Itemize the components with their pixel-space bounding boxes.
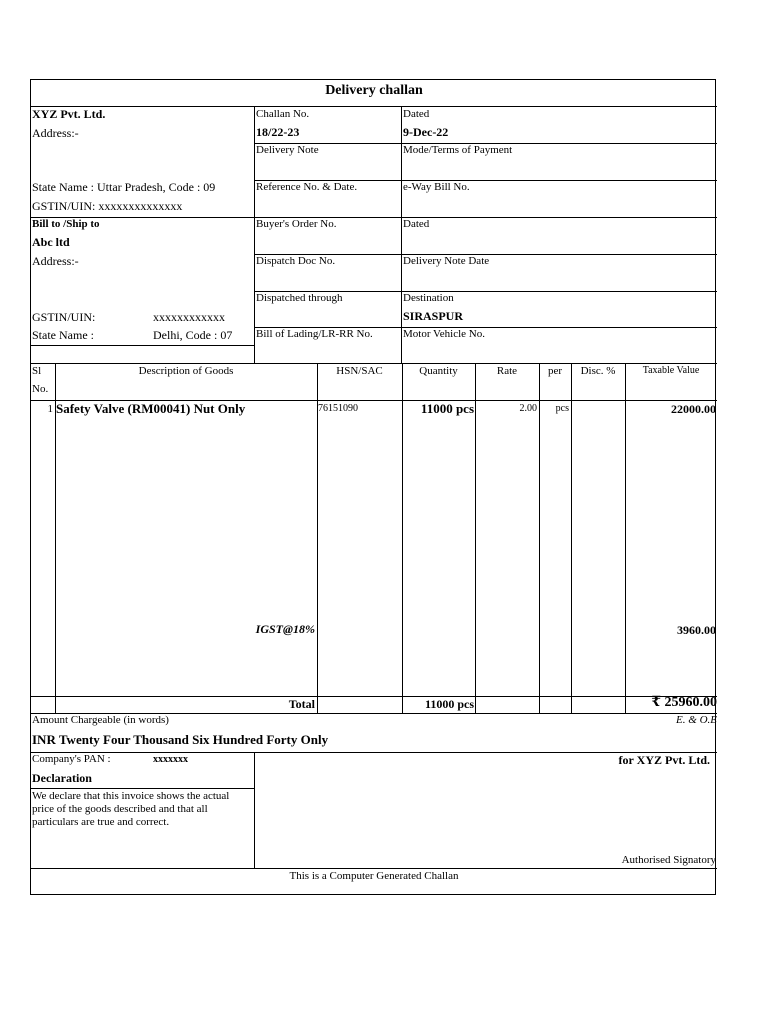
col-header-per: per xyxy=(547,365,563,377)
rule xyxy=(571,363,572,713)
seller-name: XYZ Pvt. Ltd. xyxy=(32,107,106,121)
document-title: Delivery challan xyxy=(325,83,423,98)
amount-words-label: Amount Chargeable (in words) xyxy=(32,714,169,726)
pan-label: Company's PAN : xyxy=(32,753,111,765)
total-amount: ₹ 25960.00 xyxy=(651,695,717,710)
col-header-no: No. xyxy=(32,383,49,395)
row-description: Safety Valve (RM00041) Nut Only xyxy=(56,401,246,416)
for-company: for XYZ Pvt. Ltd. xyxy=(618,753,710,767)
bill-to-label: Bill to /Ship to xyxy=(32,218,100,230)
tax-label: IGST@18% xyxy=(255,622,315,636)
challan-no-value: 18/22-23 xyxy=(256,125,300,139)
total-quantity: 11000 pcs xyxy=(424,697,474,711)
row-rate: 2.00 xyxy=(519,403,537,414)
rule xyxy=(625,363,626,713)
authorised-signatory: Authorised Signatory xyxy=(621,854,716,866)
seller-address-label: Address:- xyxy=(32,126,79,140)
col-header-description: Description of Goods xyxy=(138,365,234,377)
mode-terms-label: Mode/Terms of Payment xyxy=(403,144,513,156)
col-header-disc: Disc. % xyxy=(580,365,616,377)
rule xyxy=(254,106,255,363)
rule xyxy=(317,363,318,713)
declaration-line-3: particulars are true and correct. xyxy=(32,816,170,828)
reference-label: Reference No. & Date. xyxy=(256,181,358,193)
row-hsn: 76151090 xyxy=(318,403,358,414)
eoe-note: E. & O.E xyxy=(676,714,717,726)
dated-value: 9-Dec-22 xyxy=(403,125,449,139)
rule xyxy=(254,752,255,868)
dated2-label: Dated xyxy=(403,218,430,230)
tax-value: 3960.00 xyxy=(677,623,716,637)
dated-label: Dated xyxy=(403,108,430,120)
declaration-line-1: We declare that this invoice shows the actual xyxy=(32,790,230,802)
rule xyxy=(401,106,402,363)
seller-state-line: State Name : Uttar Pradesh, Code : 09 xyxy=(32,180,216,194)
total-label: Total xyxy=(288,697,315,711)
col-header-rate: Rate xyxy=(496,365,518,377)
rule xyxy=(31,345,254,346)
pan-value: xxxxxxx xyxy=(153,754,188,765)
buyer-state-value: Delhi, Code : 07 xyxy=(153,328,233,342)
row-quantity: 11000 pcs xyxy=(420,401,474,416)
col-header-hsn: HSN/SAC xyxy=(336,365,383,377)
rule xyxy=(31,752,717,753)
destination-value: SIRASPUR xyxy=(403,309,464,323)
rule xyxy=(31,106,717,107)
declaration-line-2: price of the goods described and that all xyxy=(32,803,208,815)
rule xyxy=(539,363,540,713)
rule xyxy=(31,696,717,697)
rule xyxy=(31,363,717,364)
computer-generated-note: This is a Computer Generated Challan xyxy=(289,870,459,882)
rule xyxy=(31,868,717,869)
col-header-taxable: Taxable Value xyxy=(642,365,700,376)
destination-label: Destination xyxy=(403,292,454,304)
col-header-sl: Sl xyxy=(32,365,42,377)
row-taxable: 22000.00 xyxy=(671,402,716,416)
motor-vehicle-label: Motor Vehicle No. xyxy=(403,328,485,340)
buyer-order-label: Buyer's Order No. xyxy=(256,218,337,230)
buyer-gstin-value: xxxxxxxxxxxx xyxy=(153,310,225,324)
amount-in-words: INR Twenty Four Thousand Six Hundred Forty Only xyxy=(32,732,329,747)
declaration-title: Declaration xyxy=(32,771,92,785)
seller-gstin-line: GSTIN/UIN: xxxxxxxxxxxxxx xyxy=(32,199,183,213)
rule xyxy=(402,363,403,713)
row-sl: 1 xyxy=(47,403,53,415)
delivery-challan-document xyxy=(30,79,716,895)
buyer-gstin-label: GSTIN/UIN: xyxy=(32,310,96,324)
delivery-note-label: Delivery Note xyxy=(256,144,319,156)
dispatched-through-label: Dispatched through xyxy=(256,292,343,304)
bill-lading-label: Bill of Lading/LR-RR No. xyxy=(256,328,373,340)
buyer-state-label: State Name : xyxy=(32,328,94,342)
eway-bill-label: e-Way Bill No. xyxy=(403,181,470,193)
delivery-note-date-label: Delivery Note Date xyxy=(403,255,490,267)
challan-no-label: Challan No. xyxy=(256,108,310,120)
rule xyxy=(475,363,476,713)
col-header-quantity: Quantity xyxy=(419,365,458,377)
rule xyxy=(31,788,254,789)
dispatch-doc-label: Dispatch Doc No. xyxy=(256,255,336,267)
row-per: pcs xyxy=(555,403,569,414)
rule xyxy=(31,217,717,218)
buyer-name: Abc ltd xyxy=(32,235,70,249)
buyer-address-label: Address:- xyxy=(32,254,79,268)
